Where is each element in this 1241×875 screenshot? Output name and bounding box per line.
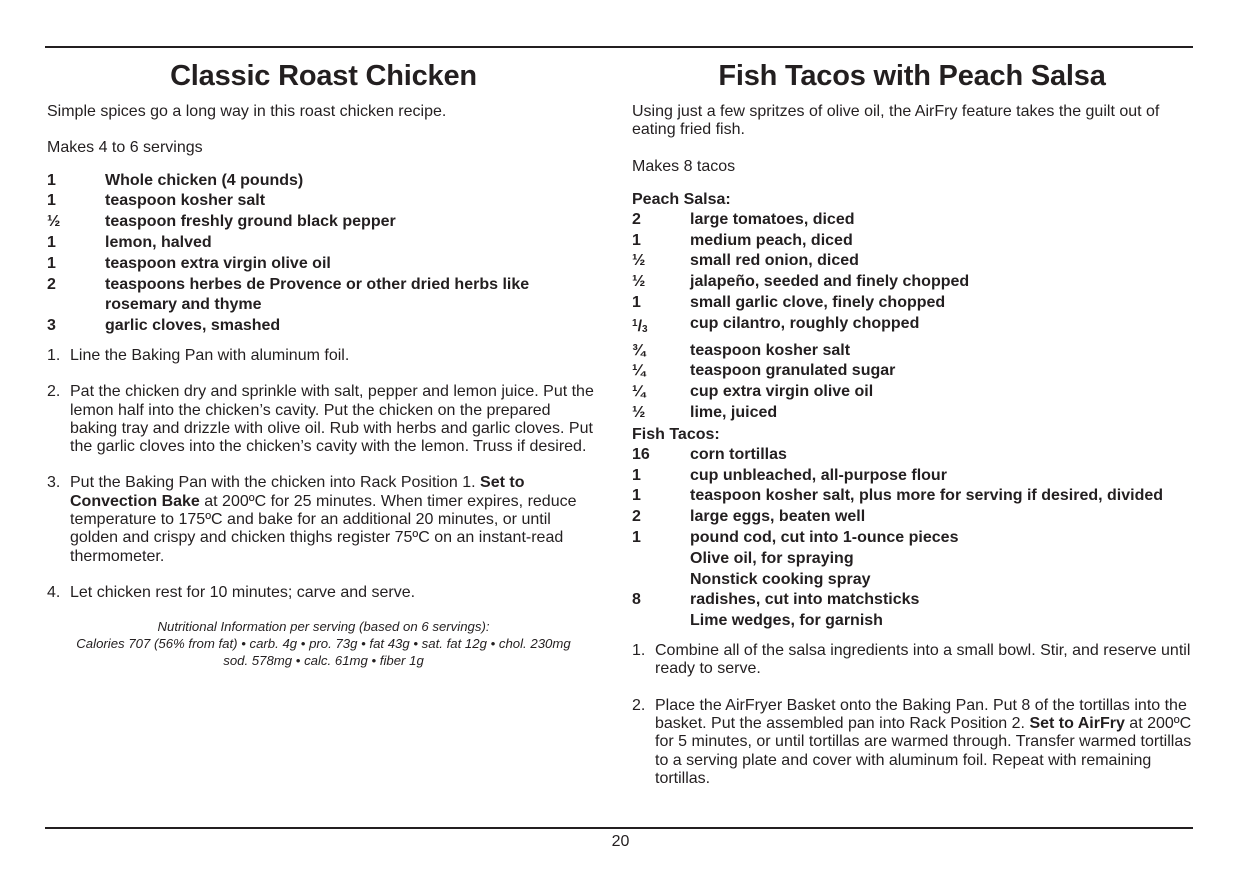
ingredient-quantity: 1 xyxy=(47,192,56,210)
ingredient-row xyxy=(632,611,1192,632)
ingredient-quantity: $^1/_3$ xyxy=(632,317,648,335)
step-number: 1. xyxy=(47,346,61,364)
recipe-title: Fish Tacos with Peach Salsa xyxy=(718,60,1106,92)
ingredient-list xyxy=(47,171,600,337)
top-rule xyxy=(45,46,1193,48)
recipe-intro: Using just a few spritzes of olive oil, the AirFry feature takes the guilt out of eating fried fish. xyxy=(632,103,1160,139)
instruction-step xyxy=(632,642,1192,679)
ingredient-description: teaspoon kosher salt xyxy=(690,341,851,359)
ingredient-description: pound cod, cut into 1-ounce pieces xyxy=(690,529,959,547)
ingredient-quantity: ½ xyxy=(47,213,61,231)
ingredient-row xyxy=(47,171,600,192)
ingredient-quantity: 16 xyxy=(632,445,650,463)
ingredient-description: lime, juiced xyxy=(690,404,778,422)
ingredient-quantity: ¾ xyxy=(632,341,646,359)
ingredient-quantity: 1 xyxy=(632,294,641,312)
emphasis-text: Set to Convection Bake xyxy=(70,474,525,510)
ingredient-description: Olive oil, for spraying xyxy=(690,549,854,567)
emphasis-text: Set to AirFry xyxy=(1029,714,1125,732)
instruction-step xyxy=(47,584,600,602)
ingredient-quantity: 1 xyxy=(632,466,641,484)
ingredient-description: small garlic clove, finely chopped xyxy=(690,294,946,312)
ingredient-quantity: 1 xyxy=(47,233,56,251)
instruction-step xyxy=(47,474,600,565)
ingredient-row xyxy=(47,212,600,233)
instruction-step xyxy=(632,697,1192,788)
ingredient-description: large eggs, beaten well xyxy=(690,508,866,526)
ingredient-row xyxy=(632,251,1192,272)
ingredient-row xyxy=(632,361,1192,382)
instruction-step xyxy=(47,383,600,456)
ingredient-row xyxy=(632,445,1192,466)
ingredient-row xyxy=(632,231,1192,252)
ingredient-quantity: 3 xyxy=(47,317,56,335)
recipe-yield: Makes 8 tacos xyxy=(632,157,736,175)
step-text: Put the Baking Pan with the chicken into Rack Position 1. Set to Convection Bake at 200ºC for 25 minutes. When timer expires, reduce temperature to 175ºC and bake for an additional 20 minutes, or until golden and crispy and chicken thighs register 75ºC on an instant-read thermometer. xyxy=(70,474,577,565)
ingredient-description: small red onion, diced xyxy=(690,252,859,270)
ingredient-description: teaspoon kosher salt xyxy=(105,192,266,210)
ingredient-description: cup cilantro, roughly chopped xyxy=(690,314,920,332)
bottom-rule xyxy=(45,827,1193,829)
ingredient-quantity: 2 xyxy=(632,508,641,526)
ingredient-description: teaspoon freshly ground black pepper xyxy=(105,213,396,231)
step-text: Let chicken rest for 10 minutes; carve and serve. xyxy=(70,583,416,601)
nutrition-info xyxy=(47,618,600,669)
ingredient-quantity: ½ xyxy=(632,273,646,291)
ingredient-row xyxy=(632,570,1192,591)
ingredient-quantity: 2 xyxy=(47,275,56,293)
ingredient-quantity xyxy=(632,611,690,632)
ingredient-row xyxy=(632,293,1192,314)
ingredient-row xyxy=(632,382,1192,403)
ingredient-row xyxy=(632,486,1192,507)
ingredient-row xyxy=(632,210,1192,231)
ingredient-quantity: ½ xyxy=(632,252,646,270)
ingredient-quantity xyxy=(632,570,690,591)
step-number: 2. xyxy=(47,383,61,401)
ingredient-description: jalapeño, seeded and finely chopped xyxy=(690,273,970,291)
ingredient-description: teaspoon granulated sugar xyxy=(690,362,896,380)
ingredient-row xyxy=(632,272,1192,293)
ingredient-description: Whole chicken (4 pounds) xyxy=(105,171,304,189)
step-number: 4. xyxy=(47,583,61,601)
ingredient-row xyxy=(632,466,1192,487)
ingredient-row xyxy=(632,590,1192,611)
nutrition-heading: Nutritional Information per serving (based on 6 servings): xyxy=(157,619,490,635)
ingredient-quantity: ½ xyxy=(632,404,646,422)
ingredient-description: cup unbleached, all-purpose flour xyxy=(690,466,947,484)
ingredient-row xyxy=(632,528,1192,549)
ingredient-quantity: 1 xyxy=(632,231,641,249)
ingredient-description: large tomatoes, diced xyxy=(690,210,855,228)
ingredient-description: Nonstick cooking spray xyxy=(690,570,871,588)
ingredient-quantity: 1 xyxy=(632,529,641,547)
step-text: Line the Baking Pan with aluminum foil. xyxy=(70,346,350,364)
ingredient-row xyxy=(632,403,1192,424)
ingredient-row xyxy=(47,254,600,275)
recipe-title: Classic Roast Chicken xyxy=(170,60,477,92)
step-number: 3. xyxy=(47,474,61,492)
ingredient-list xyxy=(632,189,1192,632)
ingredient-row xyxy=(47,316,600,337)
instruction-list xyxy=(47,347,600,602)
step-text: Combine all of the salsa ingredients into a small bowl. Stir, and reserve until ready to serve. xyxy=(655,642,1191,678)
instruction-list xyxy=(632,642,1192,788)
ingredient-description: teaspoon extra virgin olive oil xyxy=(105,254,331,272)
section-heading: Peach Salsa: xyxy=(632,190,731,208)
ingredient-quantity: ¼ xyxy=(632,383,646,401)
ingredient-row xyxy=(632,507,1192,528)
ingredient-description: corn tortillas xyxy=(690,445,787,463)
ingredient-row xyxy=(632,314,1192,341)
ingredient-description: teaspoon kosher salt, plus more for serving if desired, divided xyxy=(690,487,1164,505)
ingredient-description: cup extra virgin olive oil xyxy=(690,383,874,401)
ingredient-row xyxy=(47,233,600,254)
recipe-fish-tacos xyxy=(632,58,1192,806)
step-number: 2. xyxy=(632,696,646,714)
ingredient-quantity: 1 xyxy=(47,171,56,189)
section-heading: Fish Tacos: xyxy=(632,425,720,443)
nutrition-line: sod. 578mg • calc. 61mg • fiber 1g xyxy=(223,653,424,669)
step-text: Pat the chicken dry and sprinkle with salt, pepper and lemon juice. Put the lemon half into the chicken’s cavity. Put the chicken on the prepared baking tray and drizzle with olive oil. Rub with herbs and garlic cloves. Put the garlic cloves into the chicken’s cavity with the lemon. Truss if desired. xyxy=(70,383,594,456)
ingredient-description: radishes, cut into matchsticks xyxy=(690,591,920,609)
ingredient-description: garlic cloves, smashed xyxy=(105,317,281,335)
ingredient-quantity: 1 xyxy=(47,254,56,272)
ingredient-row xyxy=(632,549,1192,570)
ingredient-description: medium peach, diced xyxy=(690,231,853,249)
ingredient-description: lemon, halved xyxy=(105,233,212,251)
step-text: Place the AirFryer Basket onto the Baking Pan. Put 8 of the tortillas into the basket. Put the assembled pan into Rack Position 2. Set to AirFry at 200ºC for 5 minutes, or until tortillas are warmed through. Transfer warmed tortillas to a serving plate and cover with aluminum foil. Repeat with remaining tortillas. xyxy=(655,696,1192,787)
ingredient-quantity: 2 xyxy=(632,210,641,228)
ingredient-row xyxy=(632,341,1192,362)
recipe-roast-chicken xyxy=(47,58,600,669)
ingredient-quantity: 8 xyxy=(632,591,641,609)
ingredient-row xyxy=(47,275,600,317)
ingredient-description: teaspoons herbes de Provence or other dried herbs like rosemary and thyme xyxy=(105,275,530,314)
ingredient-quantity xyxy=(632,549,690,570)
recipe-yield: Makes 4 to 6 servings xyxy=(47,139,203,157)
ingredient-quantity: 1 xyxy=(632,487,641,505)
ingredient-description: Lime wedges, for garnish xyxy=(690,612,883,630)
recipe-intro: Simple spices go a long way in this roast chicken recipe. xyxy=(47,103,447,120)
ingredient-row xyxy=(47,191,600,212)
nutrition-line: Calories 707 (56% from fat) • carb. 4g • pro. 73g • fat 43g • sat. fat 12g • chol. 230mg xyxy=(76,636,571,652)
page-number: 20 xyxy=(611,833,630,850)
step-number: 1. xyxy=(632,642,646,660)
instruction-step xyxy=(47,347,600,365)
ingredient-quantity: ¼ xyxy=(632,362,646,380)
